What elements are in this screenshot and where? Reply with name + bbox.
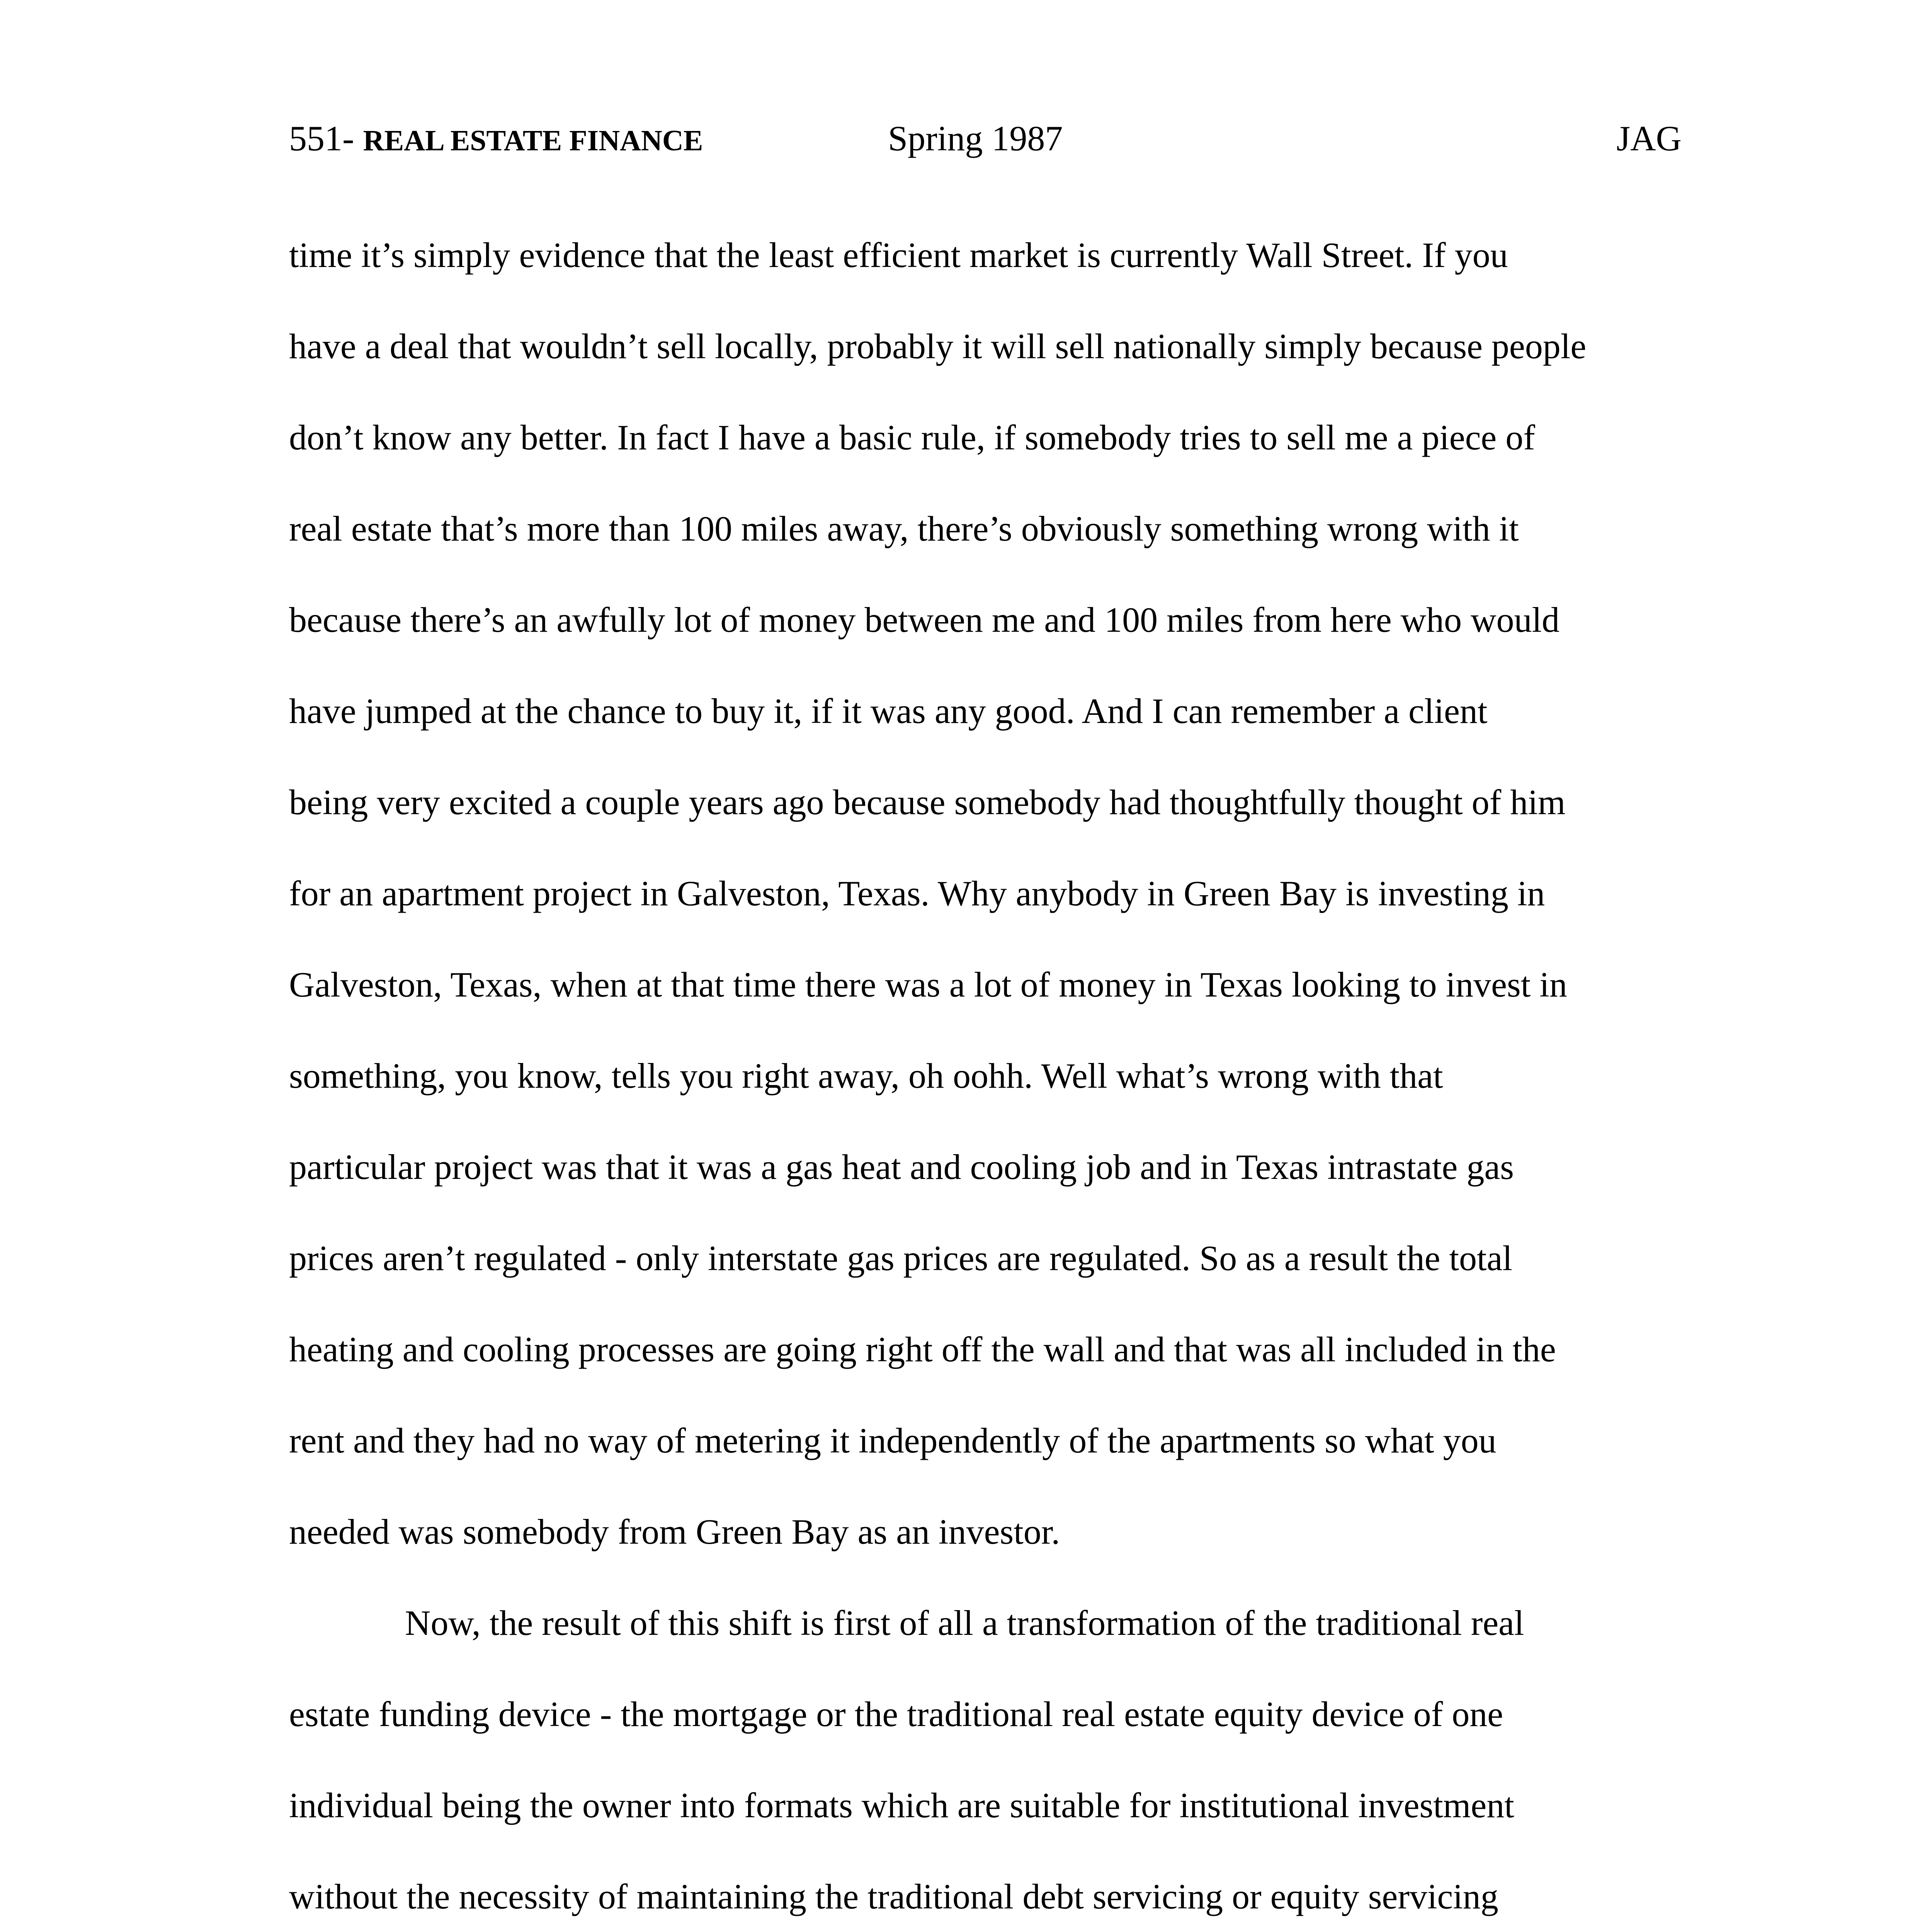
text-line: real estate that’s more than 100 miles away, there’s obviously something wrong with it — [289, 509, 1519, 548]
text-line: Galveston, Texas, when at that time there was a lot of money in Texas looking to invest in — [289, 965, 1567, 1004]
paragraph-first-line: Now, the result of this shift is first of all a transformation of the traditional real — [405, 1603, 1524, 1643]
text-line: time it’s simply evidence that the least efficient market is currently Wall Street. If you — [289, 235, 1508, 275]
text-line: have a deal that wouldn’t sell locally, probably it will sell nationally simply because people — [289, 327, 1587, 366]
page-header — [289, 111, 1682, 165]
header-initials: JAG — [1616, 119, 1682, 158]
text-line: prices aren’t regulated - only interstate gas prices are regulated. So as a result the total — [289, 1238, 1512, 1278]
header-course — [289, 111, 703, 168]
body-text — [289, 224, 1682, 1932]
text-line: without the necessity of maintaining the traditional debt servicing or equity servicing — [289, 1877, 1498, 1916]
text-line: needed was somebody from Green Bay as an investor. — [289, 1512, 1060, 1551]
course-number: 551- — [289, 119, 354, 158]
text-line: have jumped at the chance to buy it, if it was any good. And I can remember a client — [289, 691, 1488, 731]
text-line: particular project was that it was a gas heat and cooling job and in Texas intrastate gas — [289, 1147, 1514, 1187]
text-line: estate funding device - the mortgage or the traditional real estate equity device of one — [289, 1694, 1503, 1734]
text-line: don’t know any better. In fact I have a basic rule, if somebody tries to sell me a piece of — [289, 418, 1535, 457]
text-line: being very excited a couple years ago because somebody had thoughtfully thought of him — [289, 782, 1566, 822]
text-line: for an apartment project in Galveston, Texas. Why anybody in Green Bay is investing in — [289, 874, 1545, 913]
text-line: individual being the owner into formats which are suitable for institutional investment — [289, 1786, 1514, 1825]
text-line: heating and cooling processes are going right off the wall and that was all included in the — [289, 1330, 1556, 1369]
course-title: REAL ESTATE FINANCE — [363, 124, 703, 157]
header-term: Spring 1987 — [888, 119, 1063, 158]
text-line: something, you know, tells you right away, oh oohh. Well what’s wrong with that — [289, 1056, 1443, 1095]
text-line: because there’s an awfully lot of money between me and 100 miles from here who would — [289, 600, 1560, 639]
text-line: rent and they had no way of metering it independently of the apartments so what you — [289, 1421, 1497, 1460]
